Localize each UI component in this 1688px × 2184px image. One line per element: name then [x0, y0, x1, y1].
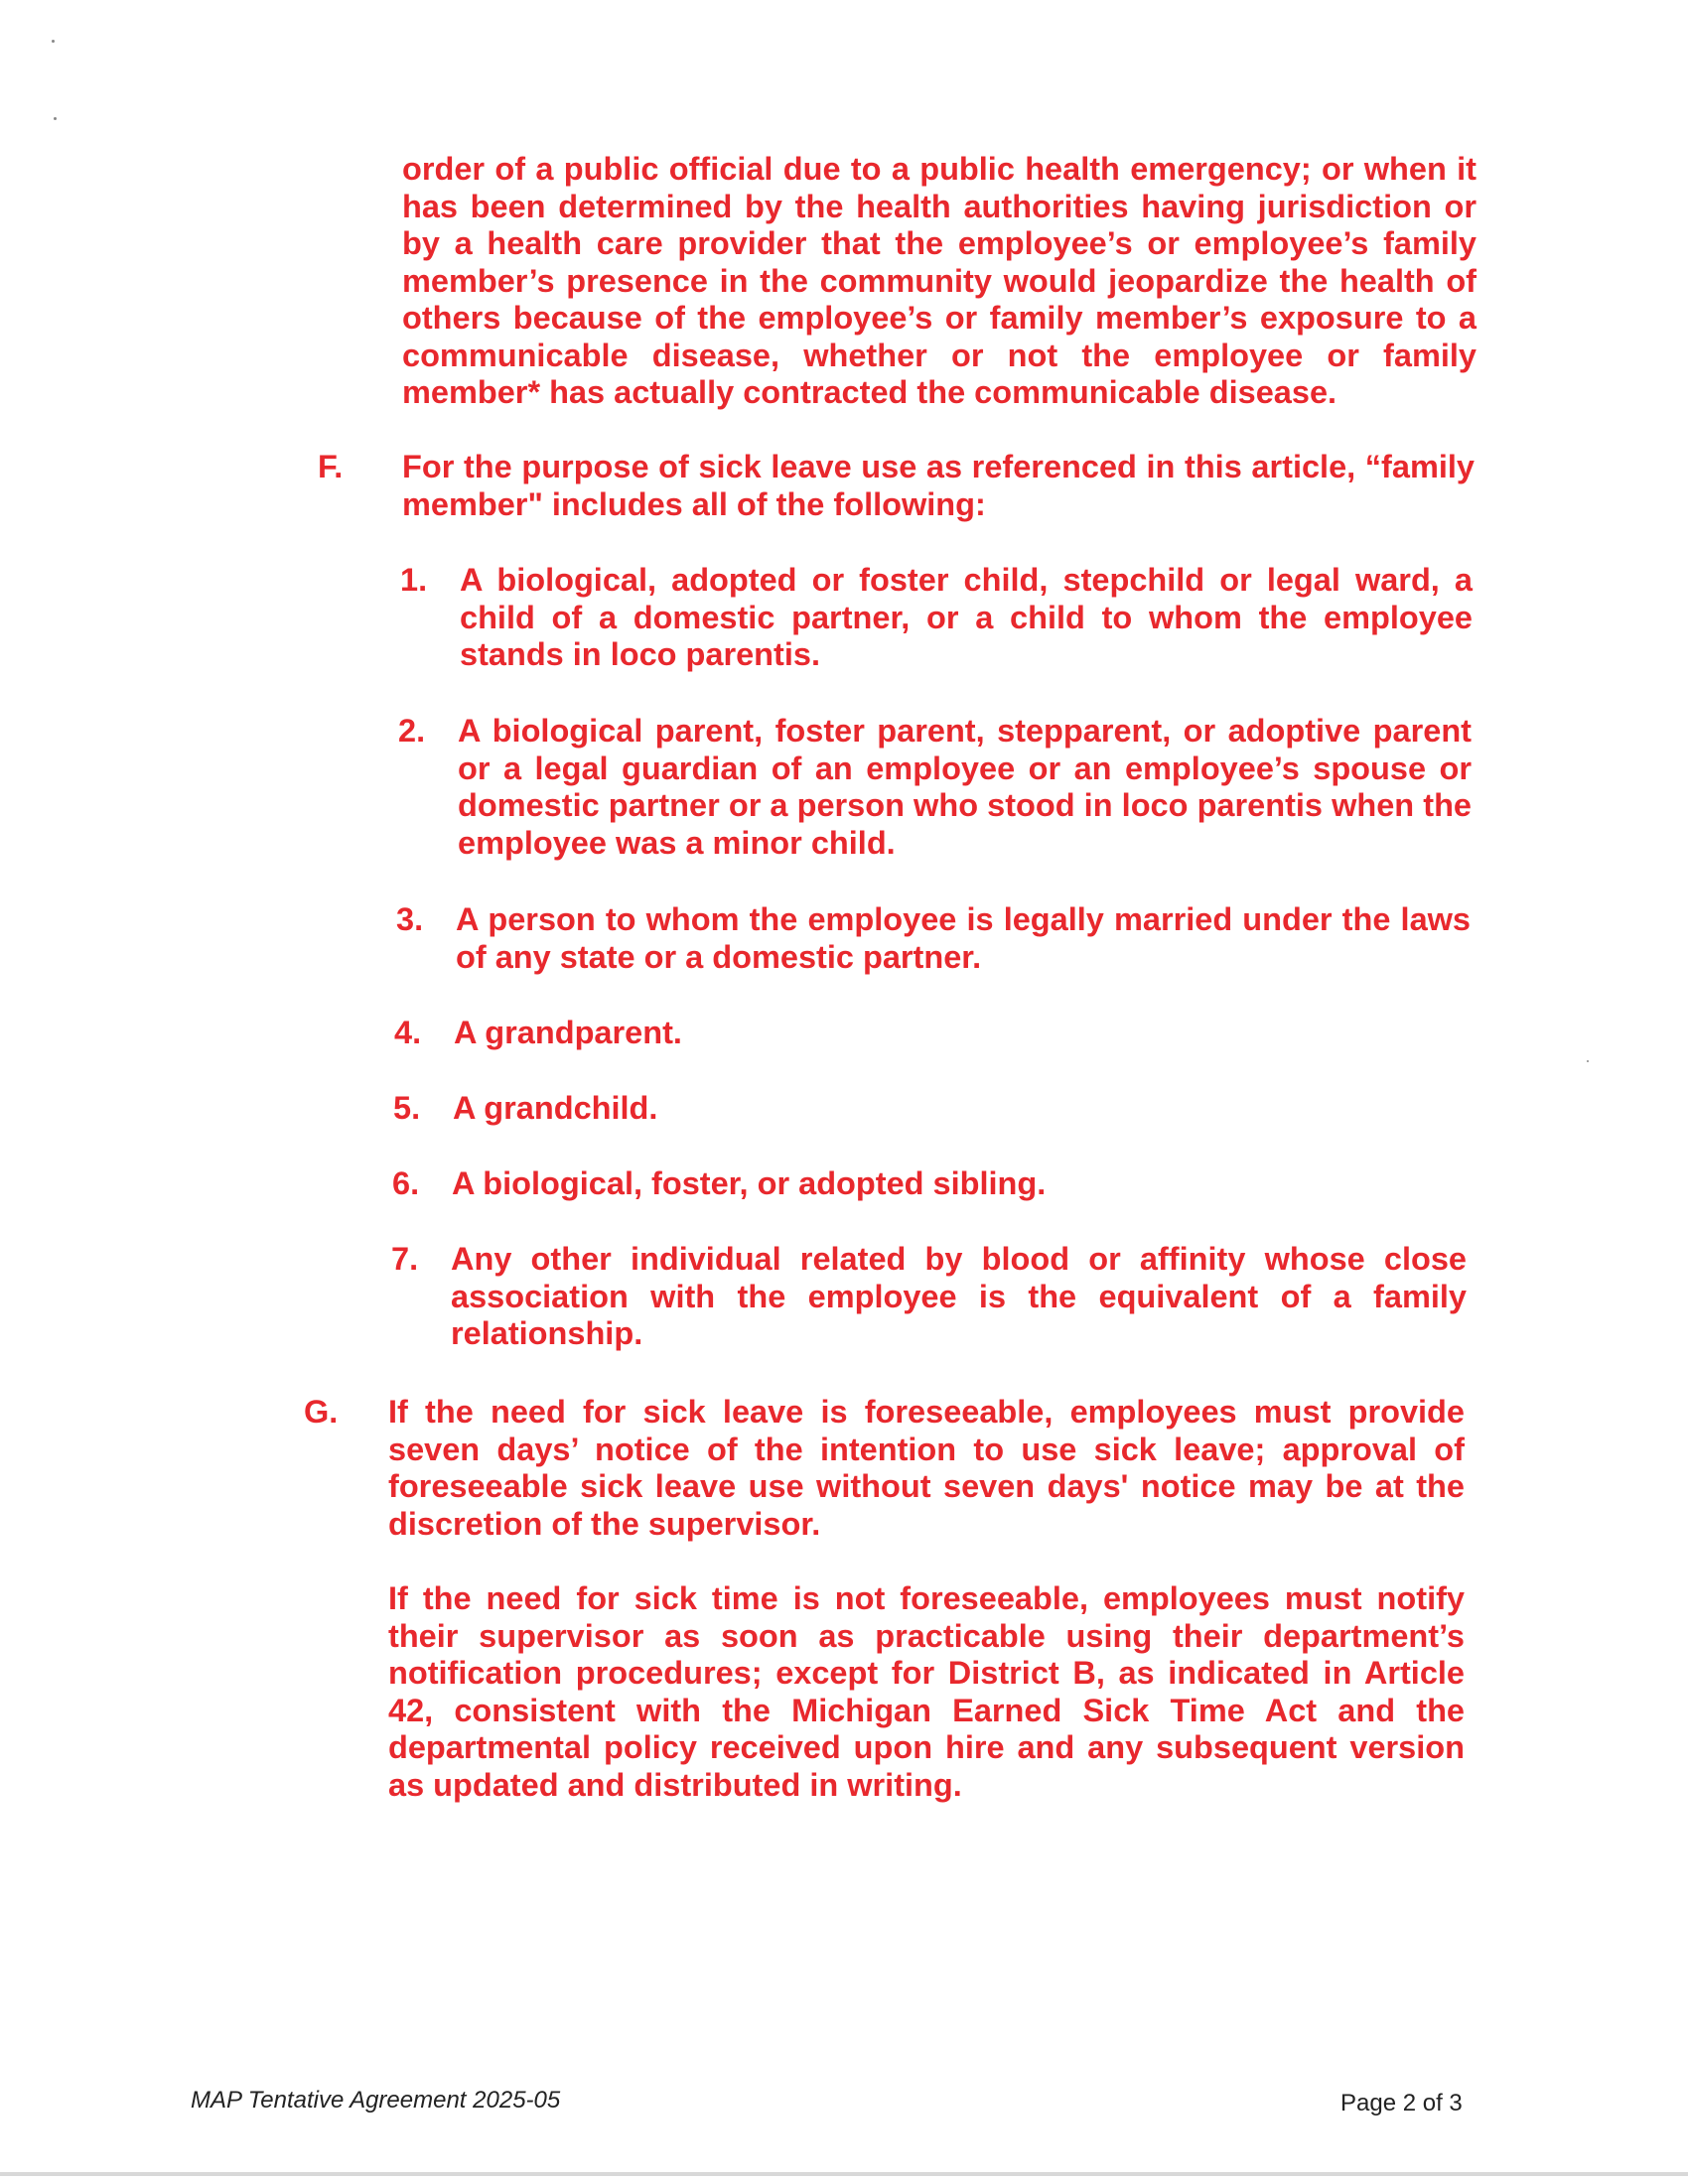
list-item-text: A biological, foster, or adopted sibling.: [452, 1165, 1047, 1201]
footer-document-title: MAP Tentative Agreement 2025-05: [191, 2087, 561, 2114]
list-item-text: A person to whom the employee is legally married under the laws of any state or a domestic partner.: [456, 901, 1471, 975]
continuation-paragraph: order of a public official due to a public health emergency; or when it has been determined by the health authorities having jurisdiction or by a health care provider that the employee’s or employee’s family member’s presence in the community would jeopardize the health of others because of the employee’s or family member’s exposure to a communicable disease, whether or not the employee or family member* has actually contracted the communicable disease.: [402, 151, 1477, 410]
scan-bottom-edge: [0, 2172, 1688, 2176]
section-g-paragraph-1: If the need for sick leave is foreseeable, employees must provide seven days’ notice of the intention to use sick leave; approval of foreseeable sick leave use without seven days' notice may be at the discretion of the supervisor.: [388, 1394, 1465, 1542]
scan-speck: [1587, 1060, 1589, 1062]
list-item-text: A grandparent.: [454, 1015, 682, 1050]
list-item-text: A biological, adopted or foster child, stepchild or legal ward, a child of a domestic partner, or a child to whom the employee stands in loco parentis.: [460, 562, 1473, 672]
list-item-text: A grandchild.: [453, 1090, 658, 1126]
scan-speck: [54, 117, 57, 120]
scan-speck: [52, 40, 55, 43]
list-item-number: 7.: [391, 1241, 419, 1277]
list-item-text: A biological parent, foster parent, stepparent, or adoptive parent or a legal guardian of an employee or an employee’s spouse or domestic partner or a person who stood in loco parentis when the employee was a minor child.: [458, 713, 1472, 861]
list-item-number: 1.: [400, 562, 428, 598]
section-f-intro: For the purpose of sick leave use as referenced in this article, “family member" includes all of the following:: [402, 449, 1475, 522]
list-item-number: 5.: [393, 1090, 421, 1126]
list-item-number: 3.: [396, 901, 424, 937]
list-item-number: 2.: [398, 713, 426, 749]
section-g-paragraph-2: If the need for sick time is not foreseeable, employees must notify their supervisor as soon as practicable using their department’s notification procedures; except for District B, as indicated in Article 42, consistent with the Michigan Earned Sick Time Act and the departmental policy received upon hire and any subsequent version as updated and distributed in writing.: [388, 1580, 1465, 1803]
section-f-letter: F.: [318, 449, 344, 484]
footer-page-number: Page 2 of 3: [1340, 2090, 1463, 2116]
list-item-text: Any other individual related by blood or affinity whose close association with the employee is the equivalent of a family relationship.: [451, 1241, 1467, 1351]
list-item-number: 4.: [394, 1015, 422, 1050]
list-item-number: 6.: [392, 1165, 420, 1201]
section-g-letter: G.: [304, 1394, 339, 1430]
